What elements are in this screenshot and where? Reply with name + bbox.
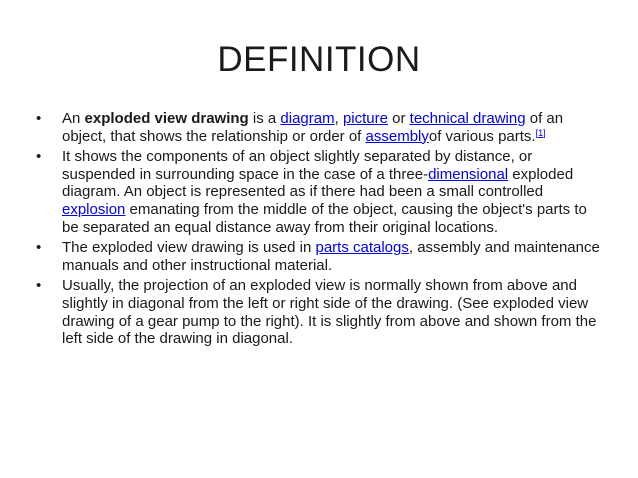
bullet-text: is a: [248, 110, 281, 127]
inline-link[interactable]: technical drawing: [409, 110, 526, 127]
bullet-dot: •: [36, 110, 42, 127]
bullet-dot: •: [36, 239, 42, 257]
bullet-text: exploded diagram. An object is represented as if there had been a small controlled: [62, 165, 574, 201]
slide-title: DEFINITION: [217, 40, 421, 79]
bullet-item: [36, 277, 606, 347]
bullet-text: ,: [334, 110, 343, 127]
inline-link[interactable]: dimensional: [428, 165, 509, 183]
inline-link[interactable]: [1]: [535, 127, 546, 138]
bullet-text: Usually, the projection of an exploded view is normally shown from above and slightly in diagonal from the left or right side of the drawing. (See exploded view drawing of a gear pump to the right). It is slightly from above and shown from the left side of the drawing in diagonal.: [62, 277, 597, 348]
bullet-text: It shows the components of an object slightly separated by distance, or suspended in surrounding space in the case of a three-: [62, 148, 533, 183]
inline-link[interactable]: explosion: [62, 200, 126, 218]
bullet-text: emanating from the middle of the object, causing the object's parts to be separated an equal distance away from their original locations.: [62, 200, 587, 236]
inline-link[interactable]: picture: [342, 110, 388, 127]
bullet-item: [36, 239, 606, 274]
inline-link[interactable]: parts catalogs: [315, 239, 409, 257]
bullet-text: or: [387, 110, 410, 127]
bullet-dot: •: [36, 148, 42, 166]
bullet-text: The exploded view drawing is used in: [62, 239, 316, 257]
bullet-list: [36, 110, 606, 351]
reference-superscript[interactable]: [536, 128, 546, 138]
bullet-item: [36, 110, 606, 145]
bullet-item: [36, 148, 606, 236]
bullet-text: of an object, that shows the relationship or order of: [62, 110, 564, 145]
bullet-text: An: [62, 110, 85, 127]
bullet-text: , assembly and maintenance manuals and other instructional material.: [62, 239, 600, 274]
bullet-dot: •: [36, 277, 42, 295]
inline-link[interactable]: diagram: [280, 110, 335, 127]
inline-link[interactable]: assembly: [365, 127, 429, 145]
bullet-text: of various parts.: [428, 127, 536, 145]
bold-term: exploded view drawing: [84, 110, 249, 127]
